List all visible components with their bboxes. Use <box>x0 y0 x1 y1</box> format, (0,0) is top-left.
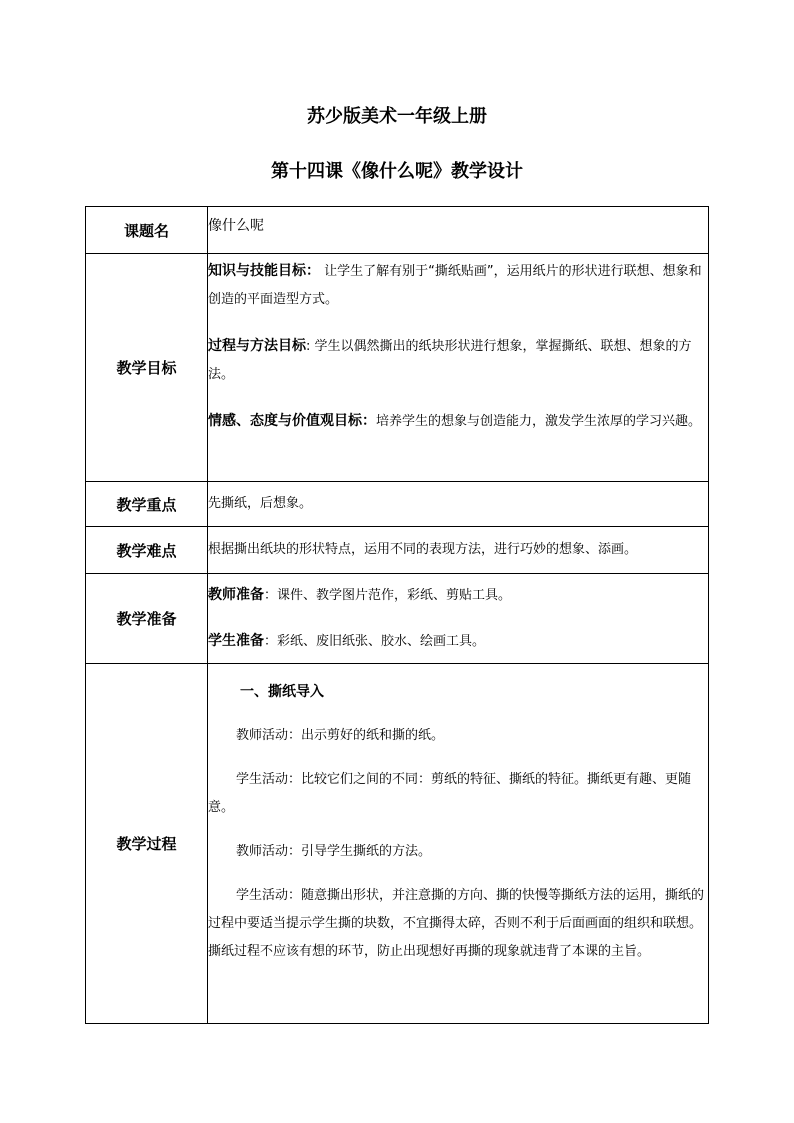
lesson-plan-table <box>85 206 709 1024</box>
knowledge-goal-label: 知识与技能目标： <box>208 263 320 279</box>
teacher-prep-text: ：课件、教学图片范作，彩纸、剪贴工具。 <box>264 588 512 603</box>
process-label: 教学过程 <box>86 664 208 1024</box>
emotion-goal <box>208 407 708 436</box>
difficulty-label: 教学难点 <box>86 527 208 574</box>
process-paragraph: 学生活动：比较它们之间的不同：剪纸的特征、撕纸的特征。撕纸更有趣、更随意。 <box>208 772 692 815</box>
topic-value: 像什么呢 <box>208 207 709 254</box>
knowledge-goal <box>208 257 708 314</box>
student-prep <box>208 627 708 656</box>
topic-label: 课题名 <box>86 207 208 254</box>
row-preparation <box>86 574 709 664</box>
row-process <box>86 664 709 1024</box>
process-goal-text: : 学生以偶然撕出的纸块形状进行想象，掌握撕纸、联想、想象的方法。 <box>208 339 692 382</box>
row-key-point <box>86 482 709 527</box>
preparation-label: 教学准备 <box>86 574 208 664</box>
key-point-value: 先撕纸，后想象。 <box>208 482 709 527</box>
process-paragraph: 教师活动：引导学生撕纸的方法。 <box>236 844 432 859</box>
lesson-title: 第十四课《像什么呢》教学设计 <box>271 161 523 182</box>
goals-content <box>208 254 709 482</box>
preparation-content <box>208 574 709 664</box>
teacher-prep-label: 教师准备 <box>208 587 264 603</box>
knowledge-goal-text: 让学生了解有别于“撕纸贴画”，运用纸片的形状进行联想、想象和创造的平面造型方式。 <box>208 264 702 307</box>
process-paragraph: 教师活动：出示剪好的纸和撕的纸。 <box>236 728 445 743</box>
key-point-label: 教学重点 <box>86 482 208 527</box>
process-content <box>208 664 709 1024</box>
document-title: 苏少版美术一年级上册 <box>307 106 487 127</box>
emotion-goal-text: 培养学生的想象与创造能力，激发学生浓厚的学习兴趣。 <box>376 414 702 429</box>
process-goal-label: 过程与方法目标 <box>208 338 306 354</box>
student-prep-label: 学生准备 <box>208 633 264 649</box>
row-topic <box>86 207 709 254</box>
process-goal <box>208 332 708 389</box>
process-paragraph: 学生活动：随意撕出形状，并注意撕的方向、撕的快慢等撕纸方法的运用，撕纸的过程中要适当提示学生撕的块数，不宜撕得太碎，否则不利于后面画面的组织和联想。撕纸过程不应该有想的环节，防止出现想好再撕的现象就违背了本课的主旨。 <box>208 888 705 959</box>
row-difficulty <box>86 527 709 574</box>
goals-label: 教学目标 <box>86 254 208 482</box>
process-section-title: 一、撕纸导入 <box>240 684 324 700</box>
emotion-goal-label: 情感、态度与价值观目标： <box>208 413 376 429</box>
teacher-prep <box>208 581 708 610</box>
difficulty-value: 根据撕出纸块的形状特点，运用不同的表现方法，进行巧妙的想象、添画。 <box>208 527 709 574</box>
student-prep-text: ：彩纸、废旧纸张、胶水、绘画工具。 <box>264 634 486 649</box>
row-goals <box>86 254 709 482</box>
